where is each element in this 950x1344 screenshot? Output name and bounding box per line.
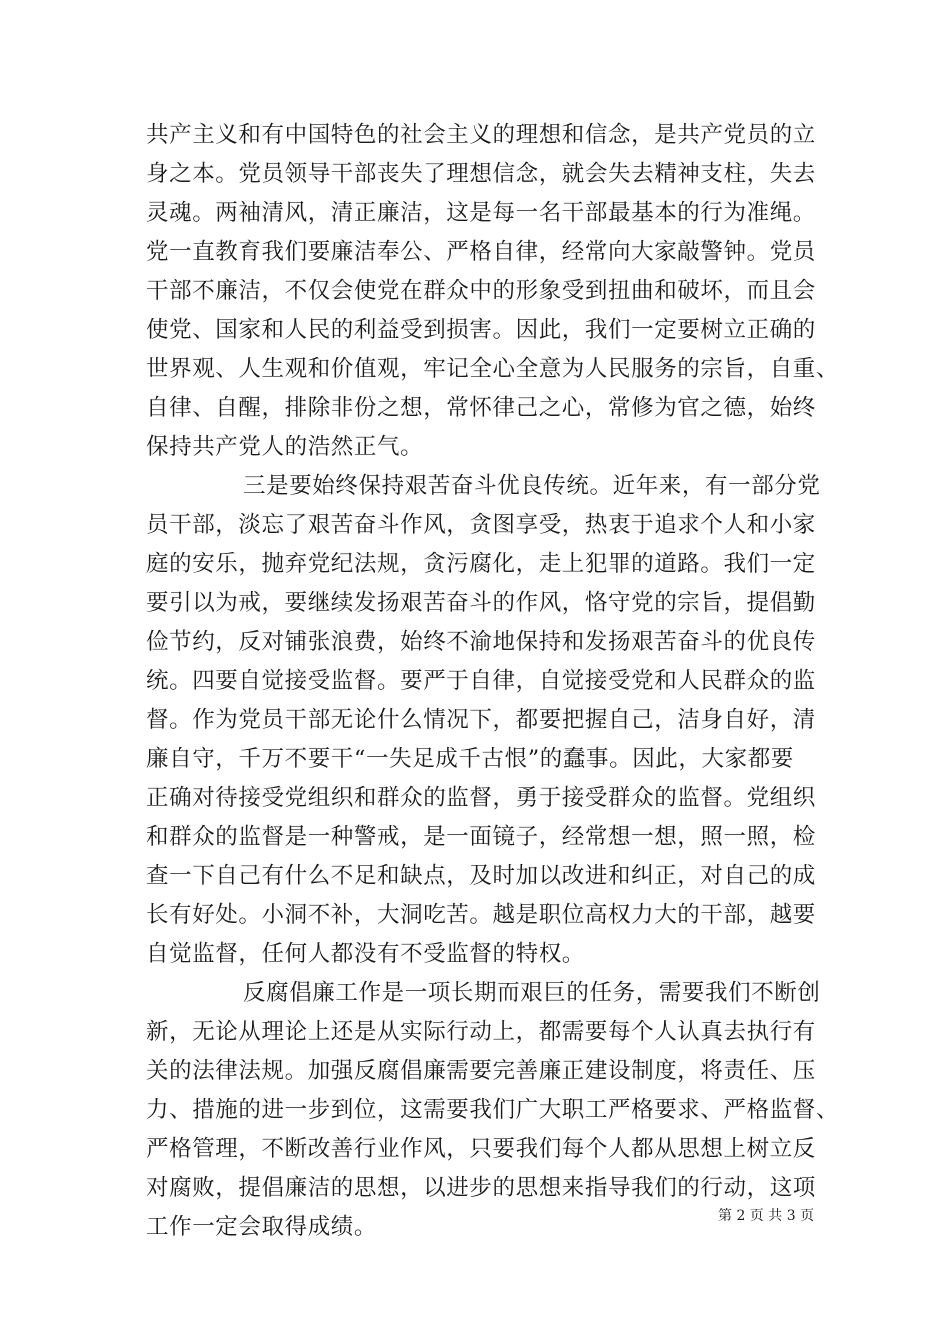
text-line: 干部不廉洁，不仅会使党在群众中的形象受到扭曲和破坏，而且会 xyxy=(146,278,816,304)
text-line: 身之本。党员领导干部丧失了理想信念，就会失去精神支柱，失去 xyxy=(146,161,816,187)
page-number: 第 2 页 共 3 页 xyxy=(718,1208,815,1224)
text-line: 共产主义和有中国特色的社会主义的理想和信念，是共产党员的立 xyxy=(146,122,816,148)
text-line: 世界观、人生观和价值观，牢记全心全意为人民服务的宗旨，自重、 xyxy=(146,356,840,382)
text-line: 使党、国家和人民的利益受到损害。因此，我们一定要树立正确的 xyxy=(146,317,816,343)
text-line: 要引以为戒，要继续发扬艰苦奋斗的作风，恪守党的宗旨，提倡勤 xyxy=(146,590,816,616)
text-line: 庭的安乐，抛弃党纪法规，贪污腐化，走上犯罪的道路。我们一定 xyxy=(146,551,816,577)
text-line: 正确对待接受党组织和群众的监督，勇于接受群众的监督。党组织 xyxy=(146,785,816,811)
text-line: 廉自守，千万不要干“一失足成千古恨”的蠢事。因此，大家都要 xyxy=(146,746,794,772)
text-line: 力、措施的进一步到位，这需要我们广大职工严格要求、严格监督、 xyxy=(146,1097,840,1123)
text-line: 和群众的监督是一种警戒，是一面镜子，经常想一想，照一照，检 xyxy=(146,824,816,850)
text-line: 新，无论从理论上还是从实际行动上，都需要每个人认真去执行有 xyxy=(146,1019,816,1045)
text-line: 党一直教育我们要廉洁奉公、严格自律，经常向大家敲警钟。党员 xyxy=(146,239,816,265)
paragraph-first-line: 三是要始终保持艰苦奋斗优良传统。近年来，有一部分党 xyxy=(243,473,821,499)
text-line: 自律、自醒，排除非份之想，常怀律己之心，常修为官之德，始终 xyxy=(146,395,816,421)
text-line: 长有好处。小洞不补，大洞吃苦。越是职位高权力大的干部，越要 xyxy=(146,902,816,928)
text-line: 督。作为党员干部无论什么情况下，都要把握自己，洁身自好，清 xyxy=(146,707,816,733)
text-line: 保持共产党人的浩然正气。 xyxy=(146,434,424,460)
text-line: 工作一定会取得成绩。 xyxy=(146,1214,378,1240)
text-line: 统。四要自觉接受监督。要严于自律，自觉接受党和人民群众的监 xyxy=(146,668,816,694)
text-line: 查一下自己有什么不足和缺点，及时加以改进和纠正，对自己的成 xyxy=(146,863,816,889)
text-line: 严格管理，不断改善行业作风，只要我们每个人都从思想上树立反 xyxy=(146,1136,816,1162)
text-line: 员干部，淡忘了艰苦奋斗作风，贪图享受，热衷于追求个人和小家 xyxy=(146,512,816,538)
paragraph-first-line: 反腐倡廉工作是一项长期而艰巨的任务，需要我们不断创 xyxy=(243,980,821,1006)
text-line: 灵魂。两袖清风，清正廉洁，这是每一名干部最基本的行为准绳。 xyxy=(146,200,816,226)
text-line: 俭节约，反对铺张浪费，始终不渝地保持和发扬艰苦奋斗的优良传 xyxy=(146,629,816,655)
text-line: 自觉监督，任何人都没有不受监督的特权。 xyxy=(146,941,585,967)
text-line: 关的法律法规。加强反腐倡廉需要完善廉正建设制度，将责任、压 xyxy=(146,1058,816,1084)
text-line: 对腐败，提倡廉洁的思想，以进步的思想来指导我们的行动，这项 xyxy=(146,1175,816,1201)
